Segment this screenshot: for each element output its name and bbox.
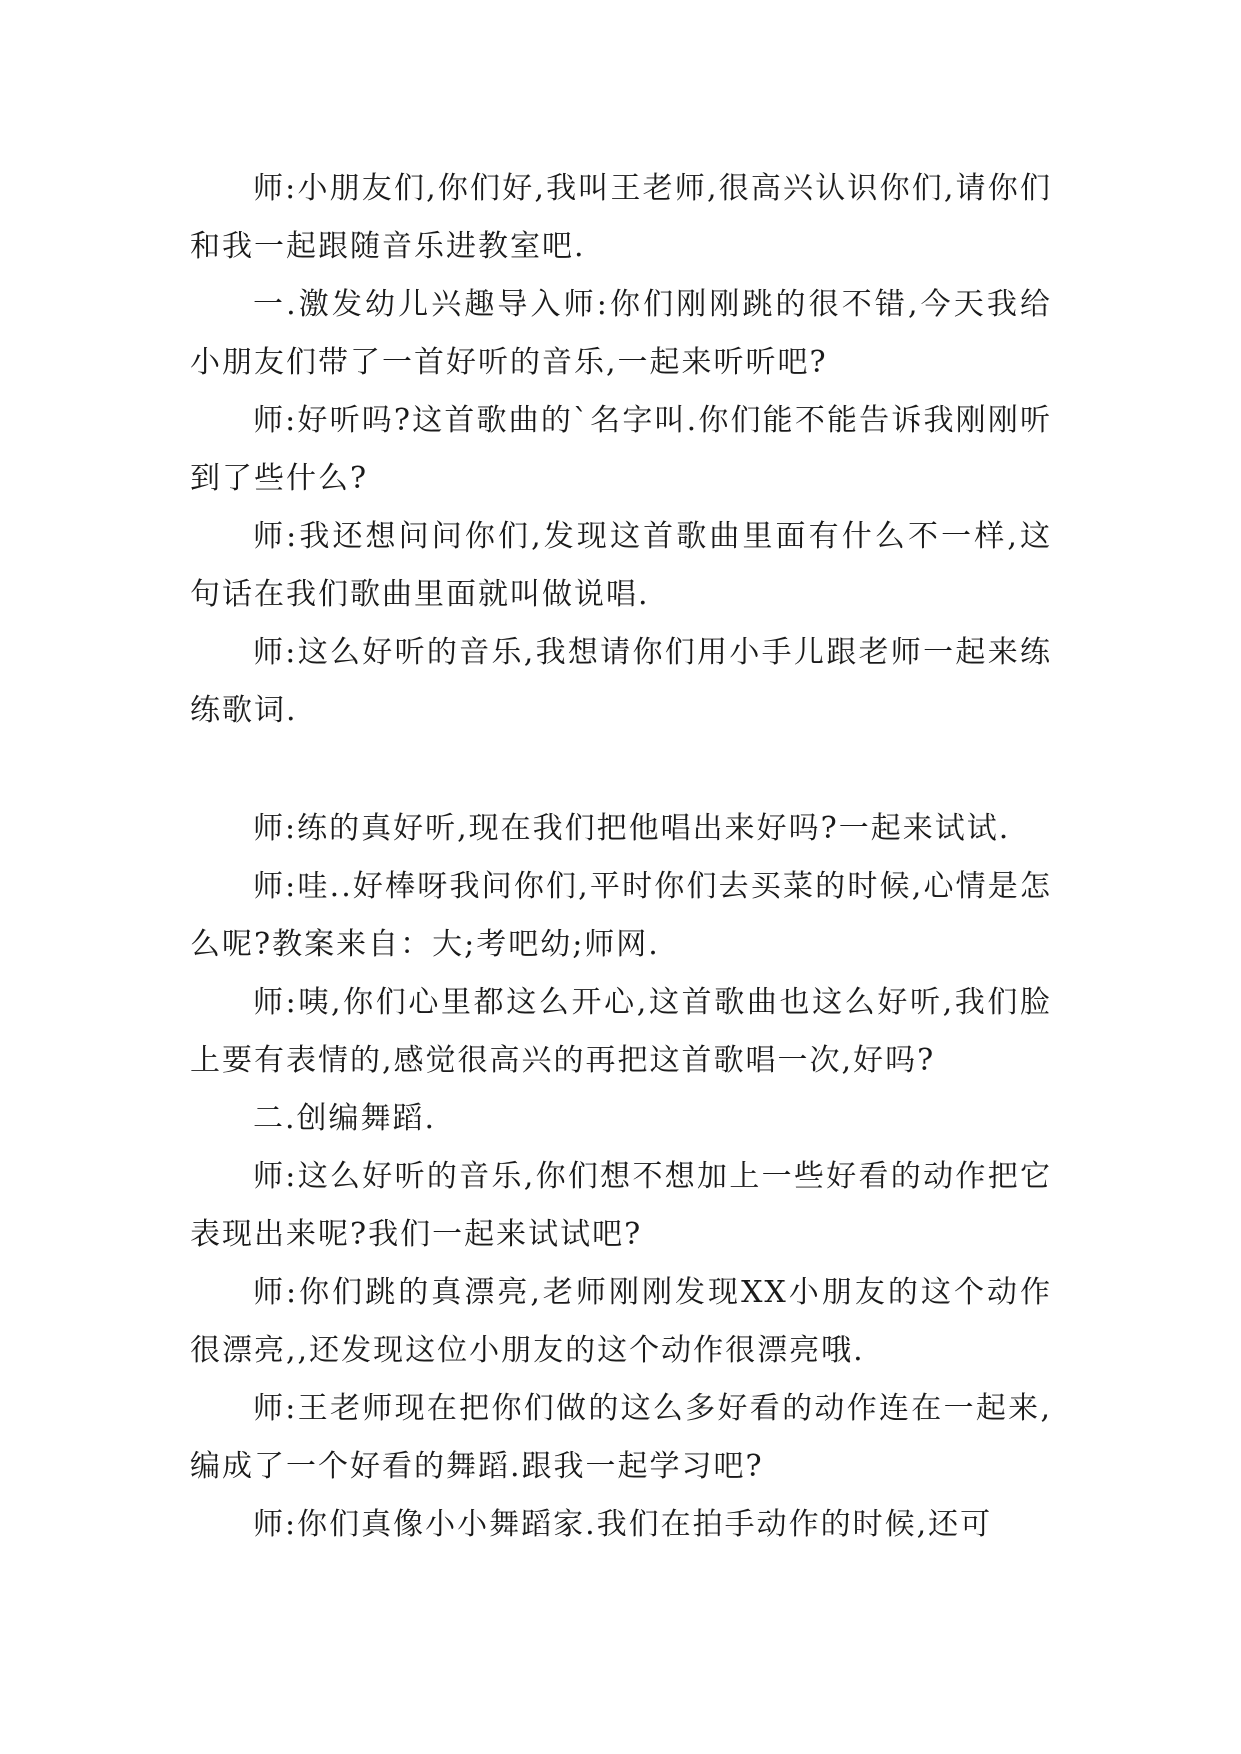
paragraph: 师:这么好听的音乐,我想请你们用小手儿跟老师一起来练练歌词.	[190, 635, 1052, 728]
paragraph: 师:咦,你们心里都这么开心,这首歌曲也这么好听,我们脸上要有表情的,感觉很高兴的再把这首歌唱一次,好吗?	[190, 985, 1052, 1078]
paragraph: 师:哇..好棒呀我问你们,平时你们去买菜的时候,心情是怎么呢?教案来自：大;考吧幼;师网.	[190, 869, 1052, 962]
document-body	[190, 160, 1052, 1554]
paragraph-gap	[190, 740, 1052, 800]
section-heading: 二.创编舞蹈.	[253, 1101, 437, 1136]
paragraph: 师:好听吗?这首歌曲的`名字叫.你们能不能告诉我刚刚听到了些什么?	[190, 403, 1052, 496]
paragraph: 师:你们真像小小舞蹈家.我们在拍手动作的时候,还可	[253, 1507, 993, 1542]
paragraph: 师:你们跳的真漂亮,老师刚刚发现XX小朋友的这个动作很漂亮,,还发现这位小朋友的这个动作很漂亮哦.	[190, 1275, 1052, 1368]
paragraph: 师:练的真好听,现在我们把他唱出来好吗?一起来试试.	[253, 811, 1011, 846]
paragraph: 师:我还想问问你们,发现这首歌曲里面有什么不一样,这句话在我们歌曲里面就叫做说唱.	[190, 519, 1052, 612]
paragraph: 师:王老师现在把你们做的这么多好看的动作连在一起来,编成了一个好看的舞蹈.跟我一起学习吧?	[190, 1391, 1052, 1484]
paragraph: 师:这么好听的音乐,你们想不想加上一些好看的动作把它表现出来呢?我们一起来试试吧?	[190, 1159, 1052, 1252]
paragraph: 一.激发幼儿兴趣导入师:你们刚刚跳的很不错,今天我给小朋友们带了一首好听的音乐,一起来听听吧?	[190, 287, 1052, 380]
paragraph: 师:小朋友们,你们好,我叫王老师,很高兴认识你们,请你们和我一起跟随音乐进教室吧.	[190, 171, 1052, 264]
